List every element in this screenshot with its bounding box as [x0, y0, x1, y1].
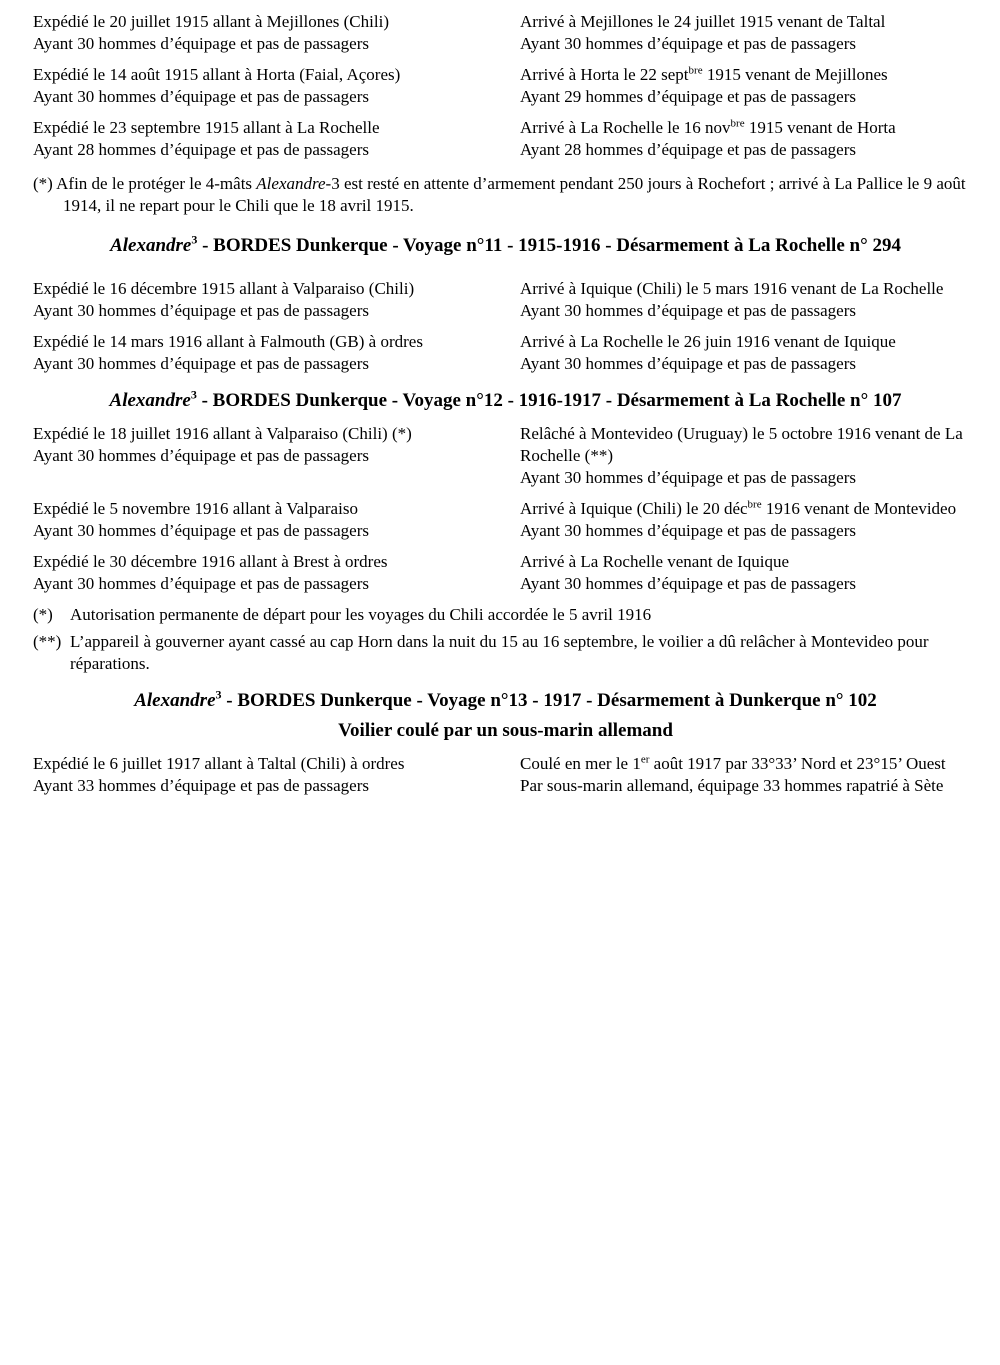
departure-column	[33, 11, 520, 55]
arrival-text: 1915 venant de Mejillones	[702, 65, 888, 84]
departure-column	[33, 498, 520, 542]
crew-line: Ayant 30 hommes d’équipage et pas de passagers	[520, 301, 856, 320]
departure-line: Expédié le 5 novembre 1916 allant à Valparaiso	[33, 499, 358, 518]
departure-column	[33, 278, 520, 322]
ship-number-superscript: 3	[190, 387, 197, 402]
voyage-entry-row	[33, 551, 978, 595]
footnote-text: -3 est resté en attente d’armement pendant 250 jours à Rochefort ; arrivé à La Pallice le 9 août 1914, il ne repart pour le Chili que le 18 avril 1915.	[63, 174, 966, 215]
footnote-text: Afin de le protéger le 4-mâts	[52, 174, 257, 193]
voyage-13-heading	[33, 689, 978, 713]
arrival-text: Arrivé à Iquique (Chili) le 20 déc	[520, 499, 748, 518]
departure-line: Expédié le 16 décembre 1915 allant à Valparaiso (Chili)	[33, 279, 415, 298]
footnote-text: L’appareil à gouverner ayant cassé au cap Horn dans la nuit du 15 au 16 septembre, le voilier a dû relâcher à Montevideo pour réparations.	[70, 632, 929, 673]
departure-line: Expédié le 14 août 1915 allant à Horta (Faial, Açores)	[33, 65, 401, 84]
arrival-column	[520, 278, 978, 322]
arrival-line	[520, 64, 978, 86]
arrival-column	[520, 551, 978, 595]
departure-line: Expédié le 30 décembre 1916 allant à Brest à ordres	[33, 552, 388, 571]
ship-number-superscript: 3	[191, 232, 198, 247]
crew-line: Ayant 30 hommes d’équipage et pas de passagers	[33, 87, 369, 106]
crew-line: Ayant 30 hommes d’équipage et pas de passagers	[520, 34, 856, 53]
date-superscript: bre	[747, 498, 762, 511]
heading-text: - BORDES Dunkerque - Voyage n°11 - 1915-1916 - Désarmement à La Rochelle n° 294	[197, 235, 901, 256]
sinking-text: août 1917 par 33°33’ Nord et 23°15’ Ouest	[649, 754, 946, 773]
crew-line: Ayant 30 hommes d’équipage et pas de passagers	[520, 574, 856, 593]
arrival-line	[520, 498, 978, 520]
heading-text: - BORDES Dunkerque - Voyage n°12 - 1916-1917 - Désarmement à La Rochelle n° 107	[196, 390, 902, 411]
date-superscript: bre	[730, 117, 745, 130]
departure-column	[33, 117, 520, 161]
ship-name: Alexandre	[256, 174, 326, 193]
date-superscript: er	[640, 753, 650, 766]
arrival-column	[520, 331, 978, 375]
arrival-column	[520, 117, 978, 161]
voyage-entry-row	[33, 753, 978, 797]
arrival-line: Relâché à Montevideo (Uruguay) le 5 octobre 1916 venant de La Rochelle (**)	[520, 424, 963, 465]
voyage-entry-row	[33, 64, 978, 108]
arrival-line: Arrivé à Iquique (Chili) le 5 mars 1916 venant de La Rochelle	[520, 279, 944, 298]
ship-name: Alexandre	[134, 690, 216, 711]
departure-line: Expédié le 20 juillet 1915 allant à Mejillones (Chili)	[33, 12, 389, 31]
ship-name: Alexandre	[109, 390, 191, 411]
departure-column	[33, 753, 520, 797]
crew-line: Ayant 30 hommes d’équipage et pas de passagers	[520, 521, 856, 540]
departure-line: Expédié le 6 juillet 1917 allant à Taltal (Chili) à ordres	[33, 754, 405, 773]
voyage-11-heading	[33, 234, 978, 258]
arrival-text: 1915 venant de Horta	[744, 118, 896, 137]
departure-line: Expédié le 18 juillet 1916 allant à Valparaiso (Chili) (*)	[33, 424, 412, 443]
departure-line: Expédié le 23 septembre 1915 allant à La Rochelle	[33, 118, 380, 137]
voyage-12-heading	[33, 389, 978, 413]
footnote-marker: (*)	[33, 174, 53, 193]
crew-line: Ayant 30 hommes d’équipage et pas de passagers	[33, 521, 369, 540]
crew-line: Ayant 28 hommes d’équipage et pas de passagers	[33, 140, 369, 159]
departure-column	[33, 551, 520, 595]
crew-line: Ayant 33 hommes d’équipage et pas de passagers	[33, 776, 369, 795]
departure-column	[33, 423, 520, 489]
ship-number-superscript: 3	[215, 687, 222, 702]
voyage-entry-row	[33, 331, 978, 375]
crew-line: Ayant 30 hommes d’équipage et pas de passagers	[520, 354, 856, 373]
arrival-column	[520, 753, 978, 797]
footnote	[33, 604, 978, 626]
crew-line: Ayant 30 hommes d’équipage et pas de passagers	[520, 468, 856, 487]
crew-line: Ayant 30 hommes d’équipage et pas de passagers	[33, 446, 369, 465]
ship-name: Alexandre	[110, 235, 192, 256]
arrival-line: Arrivé à Mejillones le 24 juillet 1915 venant de Taltal	[520, 12, 886, 31]
crew-line: Ayant 30 hommes d’équipage et pas de passagers	[33, 354, 369, 373]
arrival-text: Arrivé à Horta le 22 sept	[520, 65, 689, 84]
crew-line: Ayant 30 hommes d’équipage et pas de passagers	[33, 301, 369, 320]
arrival-text: Arrivé à La Rochelle le 16 nov	[520, 118, 731, 137]
voyage-12-footnotes	[33, 604, 978, 675]
arrival-column	[520, 64, 978, 108]
sinking-line	[520, 753, 978, 775]
crew-line: Ayant 28 hommes d’équipage et pas de passagers	[520, 140, 856, 159]
voyage-entry-row	[33, 498, 978, 542]
voyage-entry-row	[33, 423, 978, 489]
arrival-line	[520, 117, 978, 139]
voyage-13-subheading: Voilier coulé par un sous-marin allemand	[338, 720, 673, 741]
footnote-armement	[33, 173, 978, 217]
footnote-marker: (**)	[33, 632, 62, 651]
departure-column	[33, 64, 520, 108]
crew-line: Ayant 30 hommes d’équipage et pas de passagers	[33, 574, 369, 593]
arrival-line: Arrivé à La Rochelle le 26 juin 1916 venant de Iquique	[520, 332, 896, 351]
crew-line: Ayant 30 hommes d’équipage et pas de passagers	[33, 34, 369, 53]
departure-line: Expédié le 14 mars 1916 allant à Falmouth (GB) à ordres	[33, 332, 423, 351]
footnote	[33, 631, 978, 675]
arrival-column	[520, 11, 978, 55]
departure-column	[33, 331, 520, 375]
heading-text: - BORDES Dunkerque - Voyage n°13 - 1917 - Désarmement à Dunkerque n° 102	[221, 690, 877, 711]
crew-line: Ayant 29 hommes d’équipage et pas de passagers	[520, 87, 856, 106]
arrival-line: Arrivé à La Rochelle venant de Iquique	[520, 552, 790, 571]
arrival-column	[520, 423, 978, 489]
crew-line: Par sous-marin allemand, équipage 33 hommes rapatrié à Sète	[520, 776, 944, 795]
arrival-column	[520, 498, 978, 542]
voyage-entry-row	[33, 117, 978, 161]
footnote-text: Autorisation permanente de départ pour les voyages du Chili accordée le 5 avril 1916	[70, 605, 652, 624]
sinking-text: Coulé en mer le 1	[520, 754, 641, 773]
voyage-entry-row	[33, 278, 978, 322]
voyage-entry-row	[33, 11, 978, 55]
arrival-text: 1916 venant de Montevideo	[761, 499, 957, 518]
footnote-marker: (*)	[33, 605, 53, 624]
date-superscript: bre	[688, 64, 703, 77]
